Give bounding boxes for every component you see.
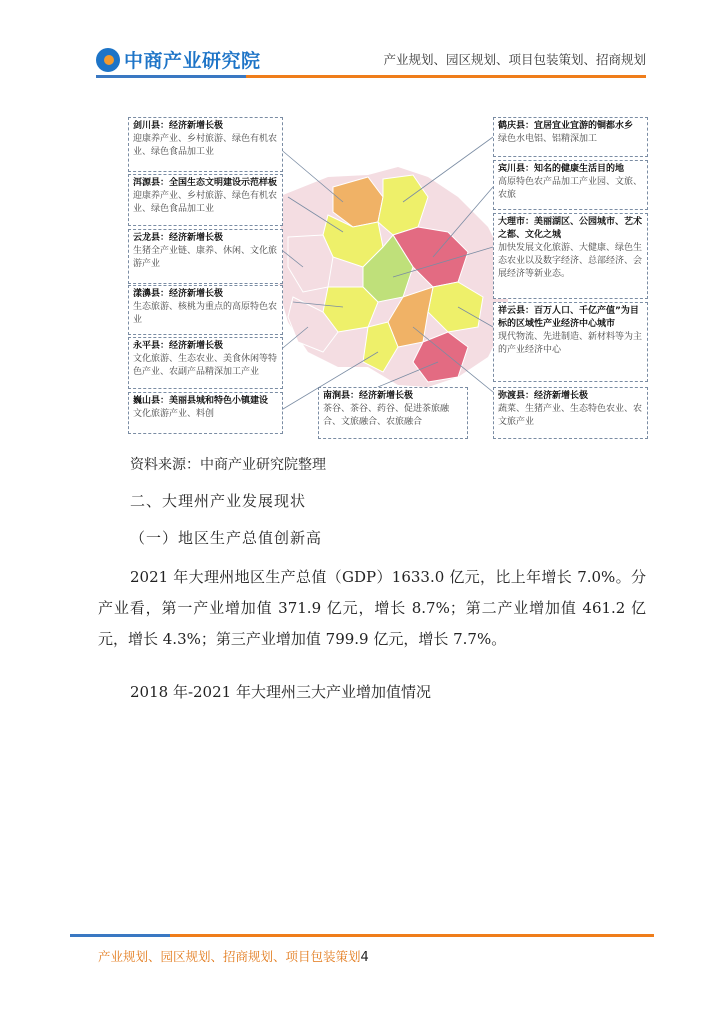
callout-desc: 文化旅游、生态农业、美食休闲等特色产业、农副产品精深加工产业 [133, 354, 278, 377]
logo-icon [96, 48, 120, 72]
callout-title: 弥渡县：经济新增长极 [498, 391, 589, 401]
callout-desc: 现代物流、先进制造、新材料等为主的产业经济中心 [498, 332, 643, 355]
callout-desc: 生态旅游、核桃为重点的高原特色农业 [133, 302, 278, 325]
callout-desc: 生猪全产业链、康养、休闲、文化旅游产业 [133, 246, 278, 269]
callout-yongping [128, 337, 283, 389]
body-paragraph: 2021 年大理州地区生产总值（GDP）1633.0 亿元，比上年增长 7.0%。分产业看，第一产业增加值 371.9 亿元，增长 8.7%；第二产业增加值 461.2 亿元，增长 4.3%；第三产业增加值 799.9 亿元，增长 7.7%。 [98, 568, 646, 648]
header-divider-orange [246, 75, 646, 78]
chart-caption: 2018 年-2021 年大理州三大产业增加值情况 [130, 683, 431, 701]
callout-title: 南涧县：经济新增长极 [323, 391, 414, 401]
callout-yangbi [128, 285, 283, 335]
footer-divider-orange [170, 934, 654, 937]
callout-desc: 绿色水电铝、铝精深加工 [498, 134, 598, 144]
header-tagline: 产业规划、园区规划、项目包装策划、招商规划 [383, 52, 646, 67]
callout-heqing [493, 117, 648, 157]
page-footer [98, 947, 369, 965]
callout-eryuan [128, 174, 283, 226]
header-divider-blue [96, 75, 246, 78]
callout-desc: 高原特色农产品加工产业园、文旅、农旅 [498, 177, 643, 200]
figure-source: 资料来源：中商产业研究院整理 [130, 457, 326, 473]
callout-desc: 蔬菜、生猪产业、生态特色农业、农文旅产业 [498, 404, 643, 427]
subsection-heading: （一）地区生产总值创新高 [130, 529, 323, 547]
logo-text: 中商产业研究院 [124, 50, 261, 72]
callout-xiangyun [493, 302, 648, 382]
callout-title: 宾川县：知名的健康生活目的地 [498, 164, 625, 174]
callout-jianchuan [128, 117, 283, 172]
callout-dali [493, 213, 648, 299]
callout-desc: 加快发展文化旅游、大健康、绿色生态农业以及数字经济、总部经济、会展经济等新业态。 [498, 243, 643, 279]
callout-binchuan [493, 160, 648, 210]
callout-desc: 茶谷、茶谷、药谷、促进茶旅融合、文旅融合、农旅融合 [323, 404, 450, 427]
callout-title: 鹤庆县：宜居宜业宜游的铜都水乡 [498, 121, 634, 131]
callout-desc: 文化旅游产业、料创 [133, 409, 215, 419]
callout-weishan [128, 392, 283, 434]
callout-yunlong [128, 229, 283, 284]
section-heading: 二、大理州产业发展现状 [130, 492, 307, 510]
callout-title: 剑川县：经济新增长极 [133, 121, 224, 131]
callout-title: 大理市：美丽湖区、公园城市、艺术之都、文化之城 [498, 217, 643, 240]
callout-nanjian [318, 387, 468, 439]
footer-divider-blue [70, 934, 170, 937]
callout-title: 巍山县：美丽县城和特色小镇建设 [133, 396, 269, 406]
callout-desc: 迎康养产业、乡村旅游、绿色有机农业、绿色食品加工业 [133, 191, 278, 214]
company-logo [96, 46, 261, 73]
callout-title: 云龙县：经济新增长极 [133, 233, 224, 243]
callout-title: 永平县：经济新增长极 [133, 341, 224, 351]
callout-desc: 迎康养产业、乡村旅游、绿色有机农业、绿色食品加工业 [133, 134, 278, 157]
callout-title: 洱源县：全国生态文明建设示范样板 [133, 178, 278, 188]
dali-industry-map [128, 117, 648, 442]
callout-title: 祥云县：百万人口、千亿产值”为目标的区域性产业经济中心城市 [498, 306, 639, 329]
callout-title: 漾濞县：经济新增长极 [133, 289, 224, 299]
page-header [0, 0, 724, 90]
page-number: 4 [360, 950, 369, 965]
footer-tagline: 产业规划、园区规划、招商规划、项目包装策划 [98, 949, 361, 964]
callout-midu [493, 387, 648, 439]
